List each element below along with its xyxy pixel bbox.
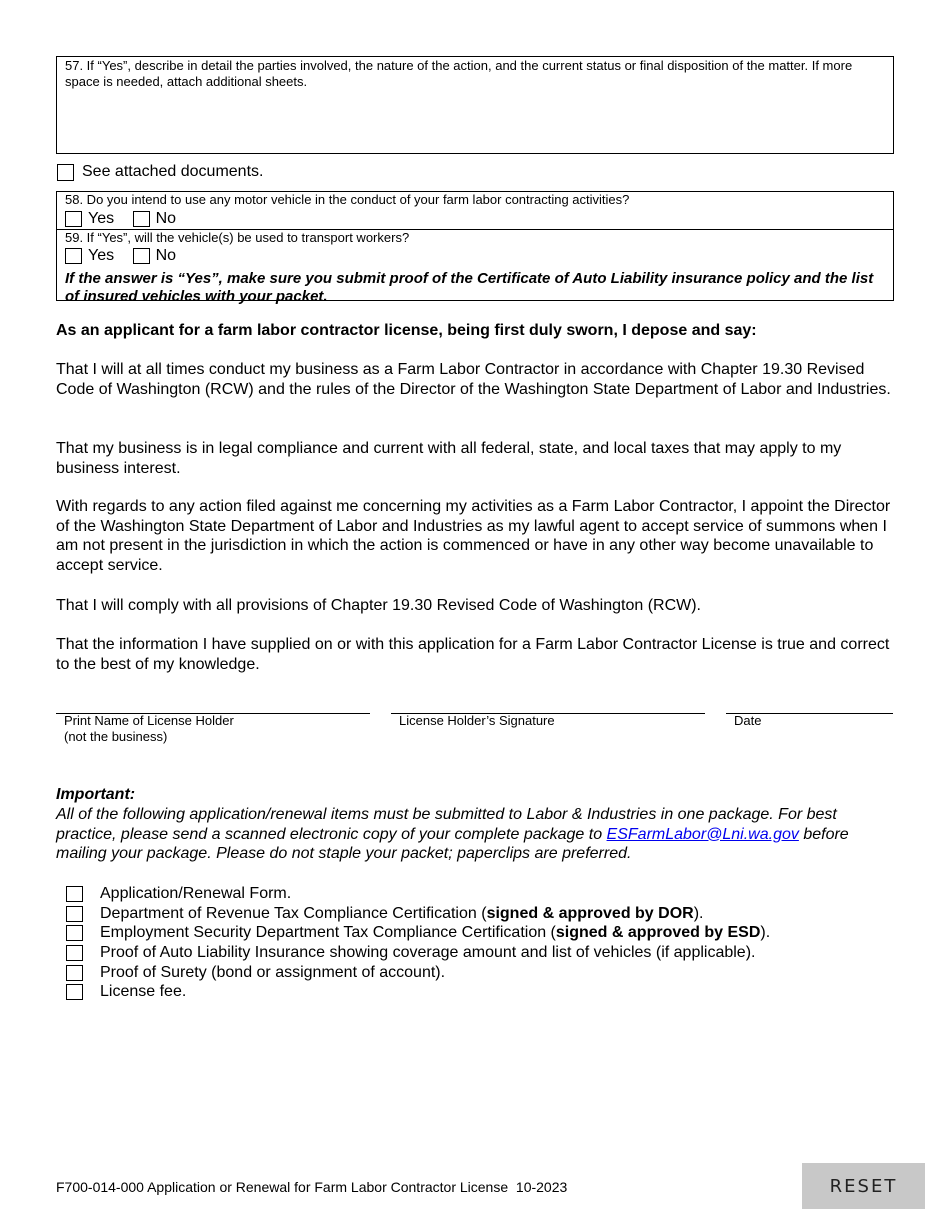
see-attached-row — [57, 163, 263, 181]
important-text-after: before mailing your package. Please do not staple your packet; paperclips are preferred. — [56, 825, 849, 863]
checklist-text: License fee. — [100, 983, 187, 1001]
checklist-text: Proof of Auto Liability Insurance showing coverage amount and list of vehicles (if applicable). — [100, 943, 756, 961]
q59-no-option[interactable] — [133, 247, 176, 265]
oath-paragraph-3: With regards to any action filed against me concerning my activities as a Farm Labor Contractor, I appoint the Director of the Washington State Department of Labor and Industries as my lawful agent to accept service of summons when I am not present in the jurisdiction in which the action is commenced or have in any other way become unavailable to accept service. — [56, 498, 891, 575]
q58-section — [57, 192, 893, 230]
q58-yes-label: Yes — [88, 210, 115, 227]
q59-yes-option[interactable] — [65, 247, 114, 265]
checklist-checkbox[interactable] — [66, 886, 83, 902]
checklist-checkbox[interactable] — [66, 984, 83, 1000]
print-name-label — [64, 713, 234, 745]
signature-label: License Holder’s Signature — [399, 713, 555, 728]
form-id-footer: F700-014-000 Application or Renewal for Farm Labor Contractor License 10-2023 — [56, 1179, 568, 1195]
q57-prompt: 57. If “Yes”, describe in detail the parties involved, the nature of the action, and the current status or final disposition of the matter. If more space is needed, attach additional sheets. — [65, 58, 853, 89]
checklist-item — [66, 884, 770, 904]
checklist-item — [66, 943, 770, 963]
q59-note: If the answer is “Yes”, make sure you submit proof of the Certificate of Auto Liability insurance policy and the list of insured vehicles with your packet. — [65, 270, 874, 305]
print-name-sub-text: (not the business) — [64, 729, 168, 744]
checklist-checkbox[interactable] — [66, 906, 83, 922]
q59-options — [65, 247, 885, 269]
checklist-checkbox[interactable] — [66, 945, 83, 961]
oath-heading: As an applicant for a farm labor contractor license, being first duly sworn, I depose and say: — [56, 322, 757, 339]
checklist-checkbox[interactable] — [66, 925, 83, 941]
q57-box[interactable] — [56, 56, 894, 154]
checklist-text: Proof of Surety (bond or assignment of account). — [100, 963, 446, 981]
submission-checklist — [66, 884, 770, 1002]
reset-button[interactable]: RESET — [802, 1163, 925, 1209]
important-heading: Important: — [56, 786, 136, 803]
checklist-item — [66, 963, 770, 983]
checklist-text: Employment Security Department Tax Compliance Certification (signed & approved by ESD). — [100, 924, 771, 942]
checklist-item — [66, 982, 770, 1002]
q58-prompt: 58. Do you intend to use any motor vehicle in the conduct of your farm labor contracting activities? — [65, 192, 630, 207]
q58-q59-box — [56, 191, 894, 305]
q59-section — [57, 230, 893, 306]
oath-paragraph-5: That the information I have supplied on or with this application for a Farm Labor Contractor License is true and correct to the best of my knowledge. — [56, 636, 890, 673]
date-label: Date — [734, 713, 762, 728]
see-attached-label: See attached documents. — [82, 163, 264, 180]
oath-paragraph-2: That my business is in legal compliance and current with all federal, state, and local taxes that may apply to my business interest. — [56, 440, 842, 477]
see-attached-checkbox[interactable] — [57, 164, 74, 181]
q59-no-checkbox[interactable] — [133, 248, 150, 264]
q59-yes-checkbox[interactable] — [65, 248, 82, 264]
checklist-checkbox[interactable] — [66, 965, 83, 981]
q58-yes-checkbox[interactable] — [65, 211, 82, 227]
q58-no-checkbox[interactable] — [133, 211, 150, 227]
checklist-item — [66, 904, 770, 924]
q59-no-label: No — [155, 247, 177, 264]
checklist-item — [66, 923, 770, 943]
important-text — [56, 805, 901, 864]
checklist-text: Department of Revenue Tax Compliance Certification (signed & approved by DOR). — [100, 904, 704, 922]
checklist-text: Application/Renewal Form. — [100, 884, 292, 902]
q59-prompt: 59. If “Yes”, will the vehicle(s) be used to transport workers? — [65, 230, 410, 245]
q58-no-label: No — [155, 210, 177, 227]
q58-options — [65, 210, 885, 232]
oath-paragraph-1: That I will at all times conduct my business as a Farm Labor Contractor in accordance with Chapter 19.30 Revised Code of Washington (RCW) and the rules of the Director of the Washington State Department of Labor and Industries. — [56, 361, 891, 398]
q58-no-option[interactable] — [133, 210, 176, 228]
q59-yes-label: Yes — [88, 247, 115, 264]
oath-paragraph-4: That I will comply with all provisions of Chapter 19.30 Revised Code of Washington (RCW). — [56, 597, 701, 614]
email-link[interactable]: ESFarmLabor@Lni.wa.gov — [606, 825, 799, 843]
q58-yes-option[interactable] — [65, 210, 114, 228]
print-name-label-text: Print Name of License Holder — [64, 713, 234, 728]
important-text-before: All of the following application/renewal items must be submitted to Labor & Industries in one package. For best practice, please send a scanned electronic copy of your complete package to — [56, 806, 837, 843]
